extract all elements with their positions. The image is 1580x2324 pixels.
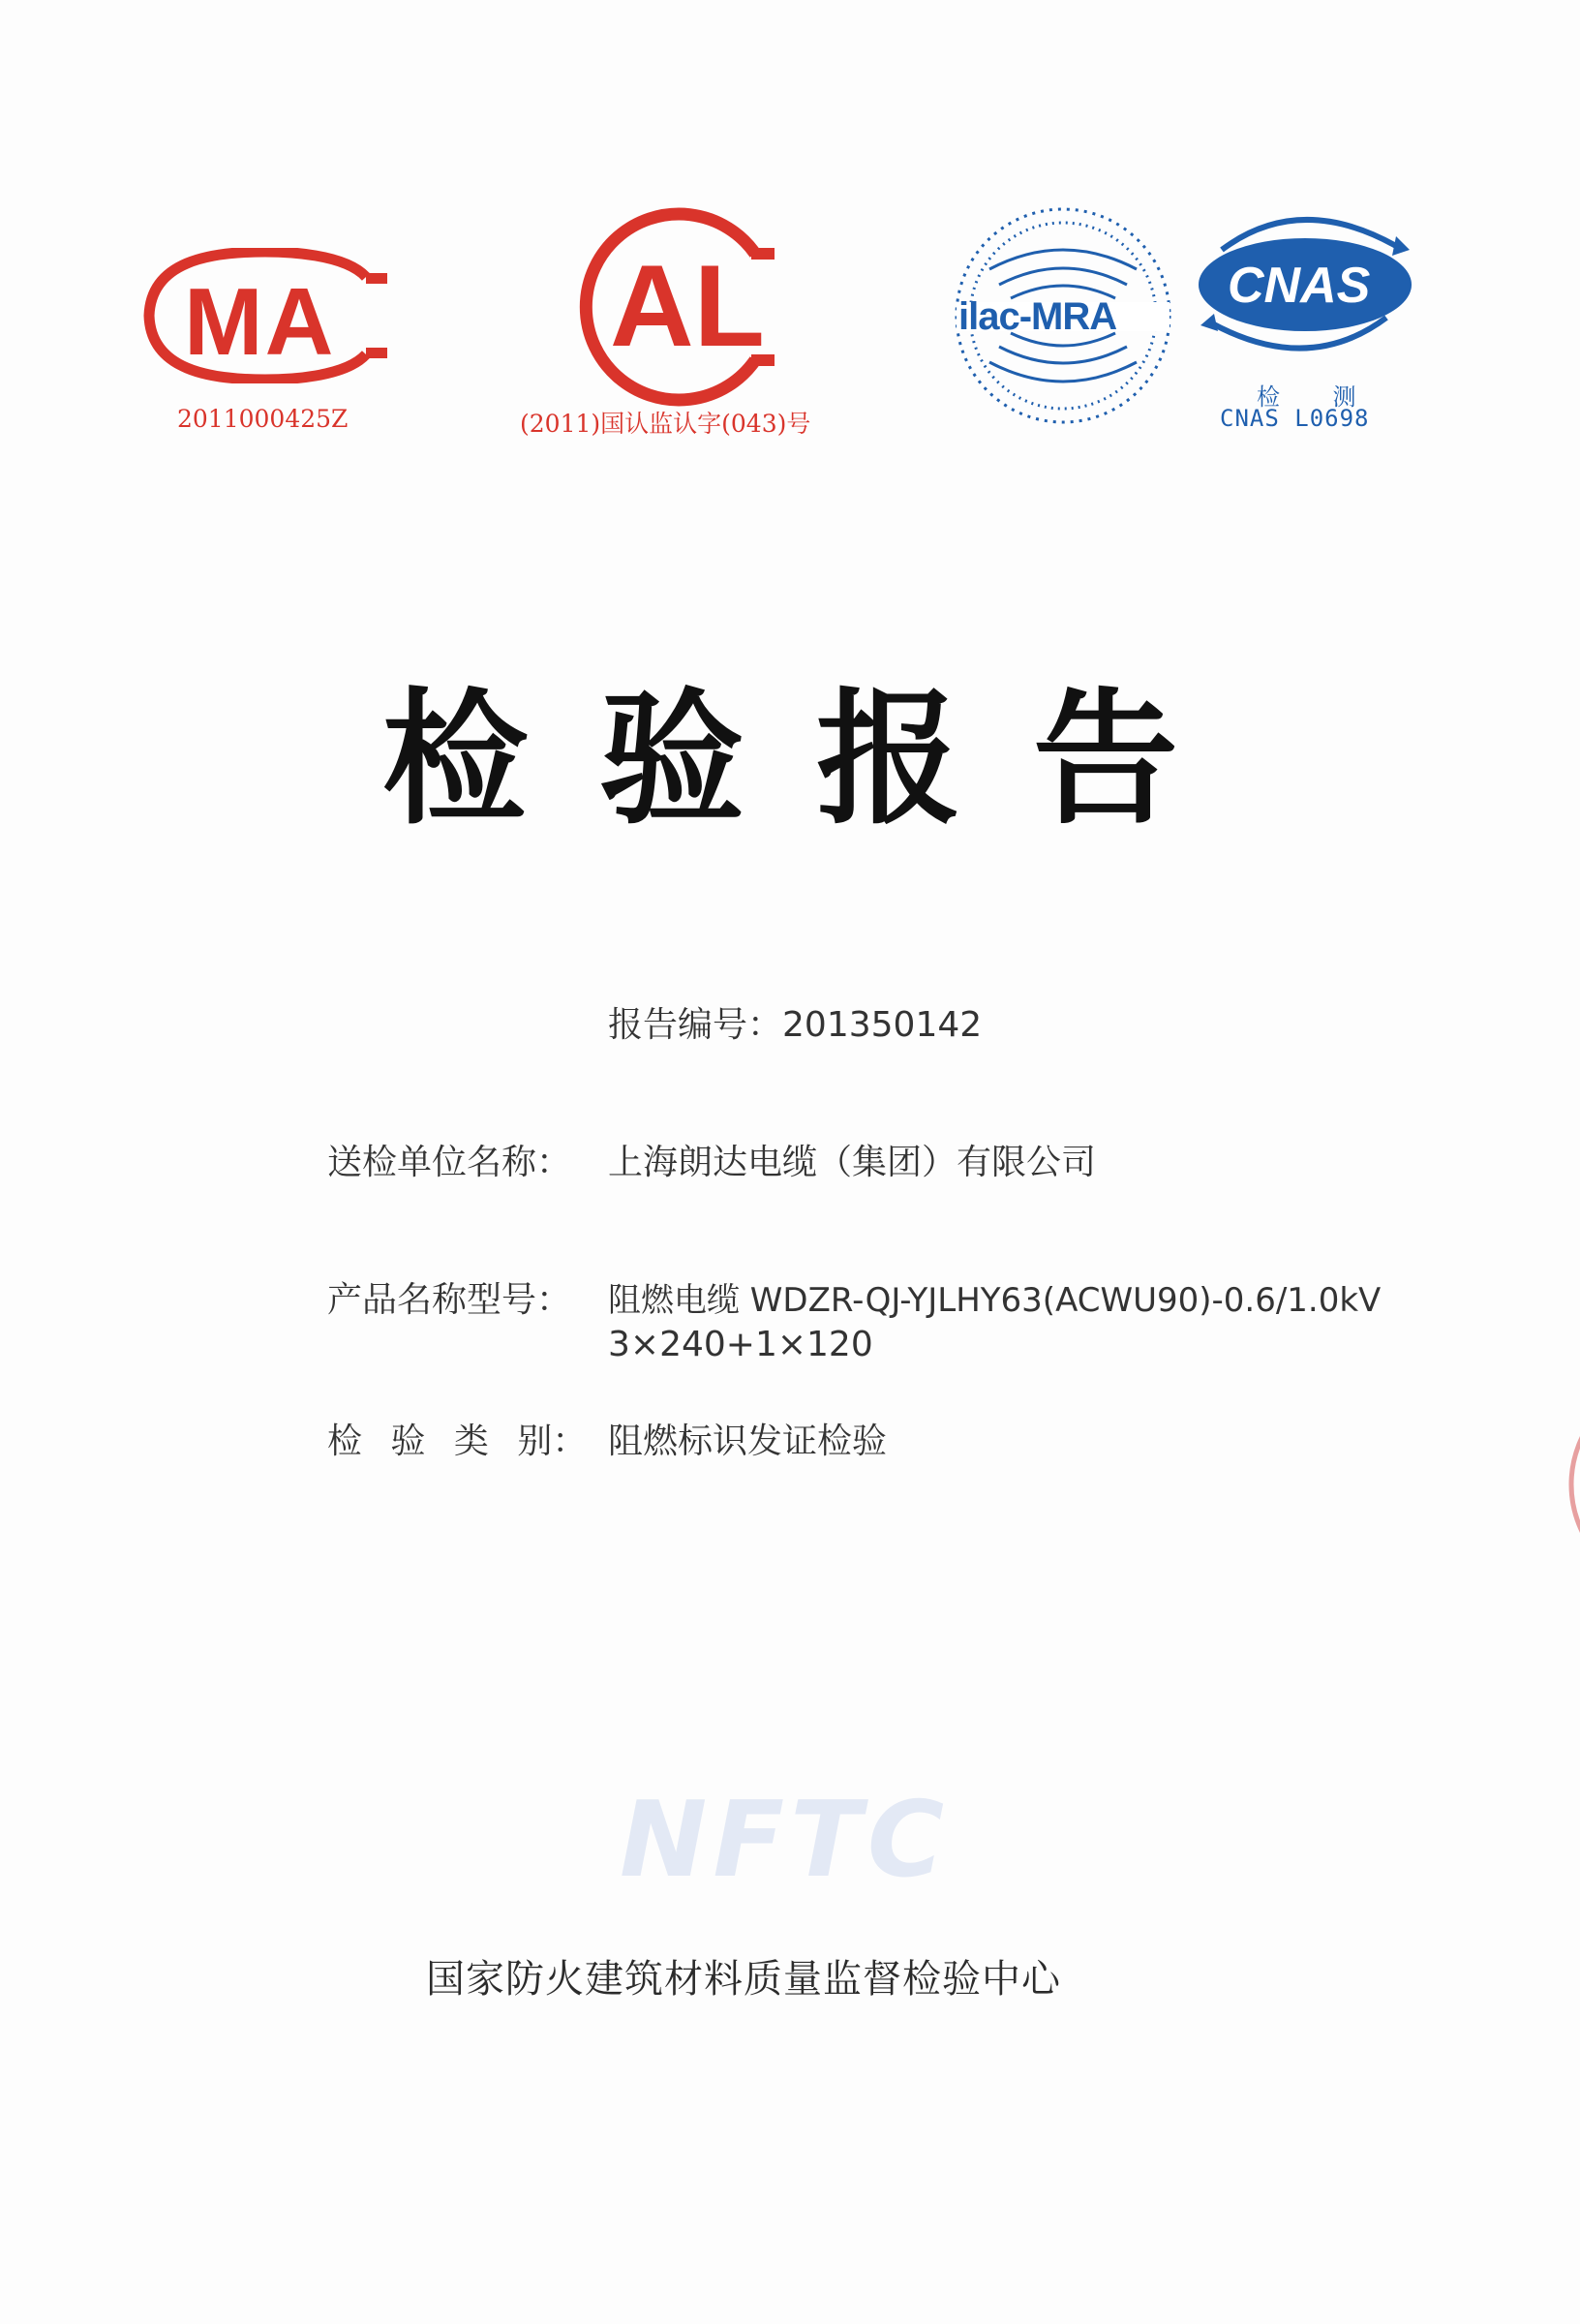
inspection-type-label: 检 验 类 别：: [327, 1422, 588, 1461]
issuing-authority: 国家防火建筑材料质量监督检验中心: [426, 1957, 1061, 2002]
inspection-type-value: 阻燃标识发证检验: [608, 1422, 888, 1461]
ilac-mra-logo: [951, 201, 1175, 430]
report-number-label: 报告编号：: [608, 1005, 783, 1045]
cma-logo: [141, 248, 389, 383]
client-value: 上海朗达电缆（集团）有限公司: [608, 1143, 1097, 1182]
cnas-logo-mark: CNAS: [1228, 258, 1371, 314]
official-seal-partial: [1534, 1370, 1580, 1598]
cnas-caption-testing: 检 测: [1257, 383, 1376, 411]
report-number-value: 201350142: [782, 1005, 983, 1045]
cnas-accreditation-number: CNAS L0698: [1220, 405, 1370, 432]
nftc-watermark: NFTC: [620, 1780, 951, 1901]
product-value-line2: 3×240+1×120: [608, 1325, 873, 1364]
report-number-row: [608, 1003, 982, 1048]
ilac-mra-logo-mark: ilac-MRA: [958, 295, 1117, 338]
cnas-logo: [1193, 211, 1413, 382]
cal-accreditation-number: (2011)国认监认字(043)号: [520, 410, 811, 438]
product-label: 产品名称型号：: [327, 1280, 572, 1320]
product-value-line1: 阻燃电缆 WDZR-QJ-YJLHY63(ACWU90)-0.6/1.0kV: [608, 1281, 1382, 1320]
cma-accreditation-number: 2011000425Z: [177, 405, 349, 433]
client-label: 送检单位名称：: [327, 1143, 572, 1182]
cma-logo-mark: MA: [184, 268, 336, 375]
cal-logo-mark: AL: [610, 241, 765, 371]
report-title: 检验报告: [382, 676, 1251, 844]
cal-logo: [562, 205, 776, 409]
